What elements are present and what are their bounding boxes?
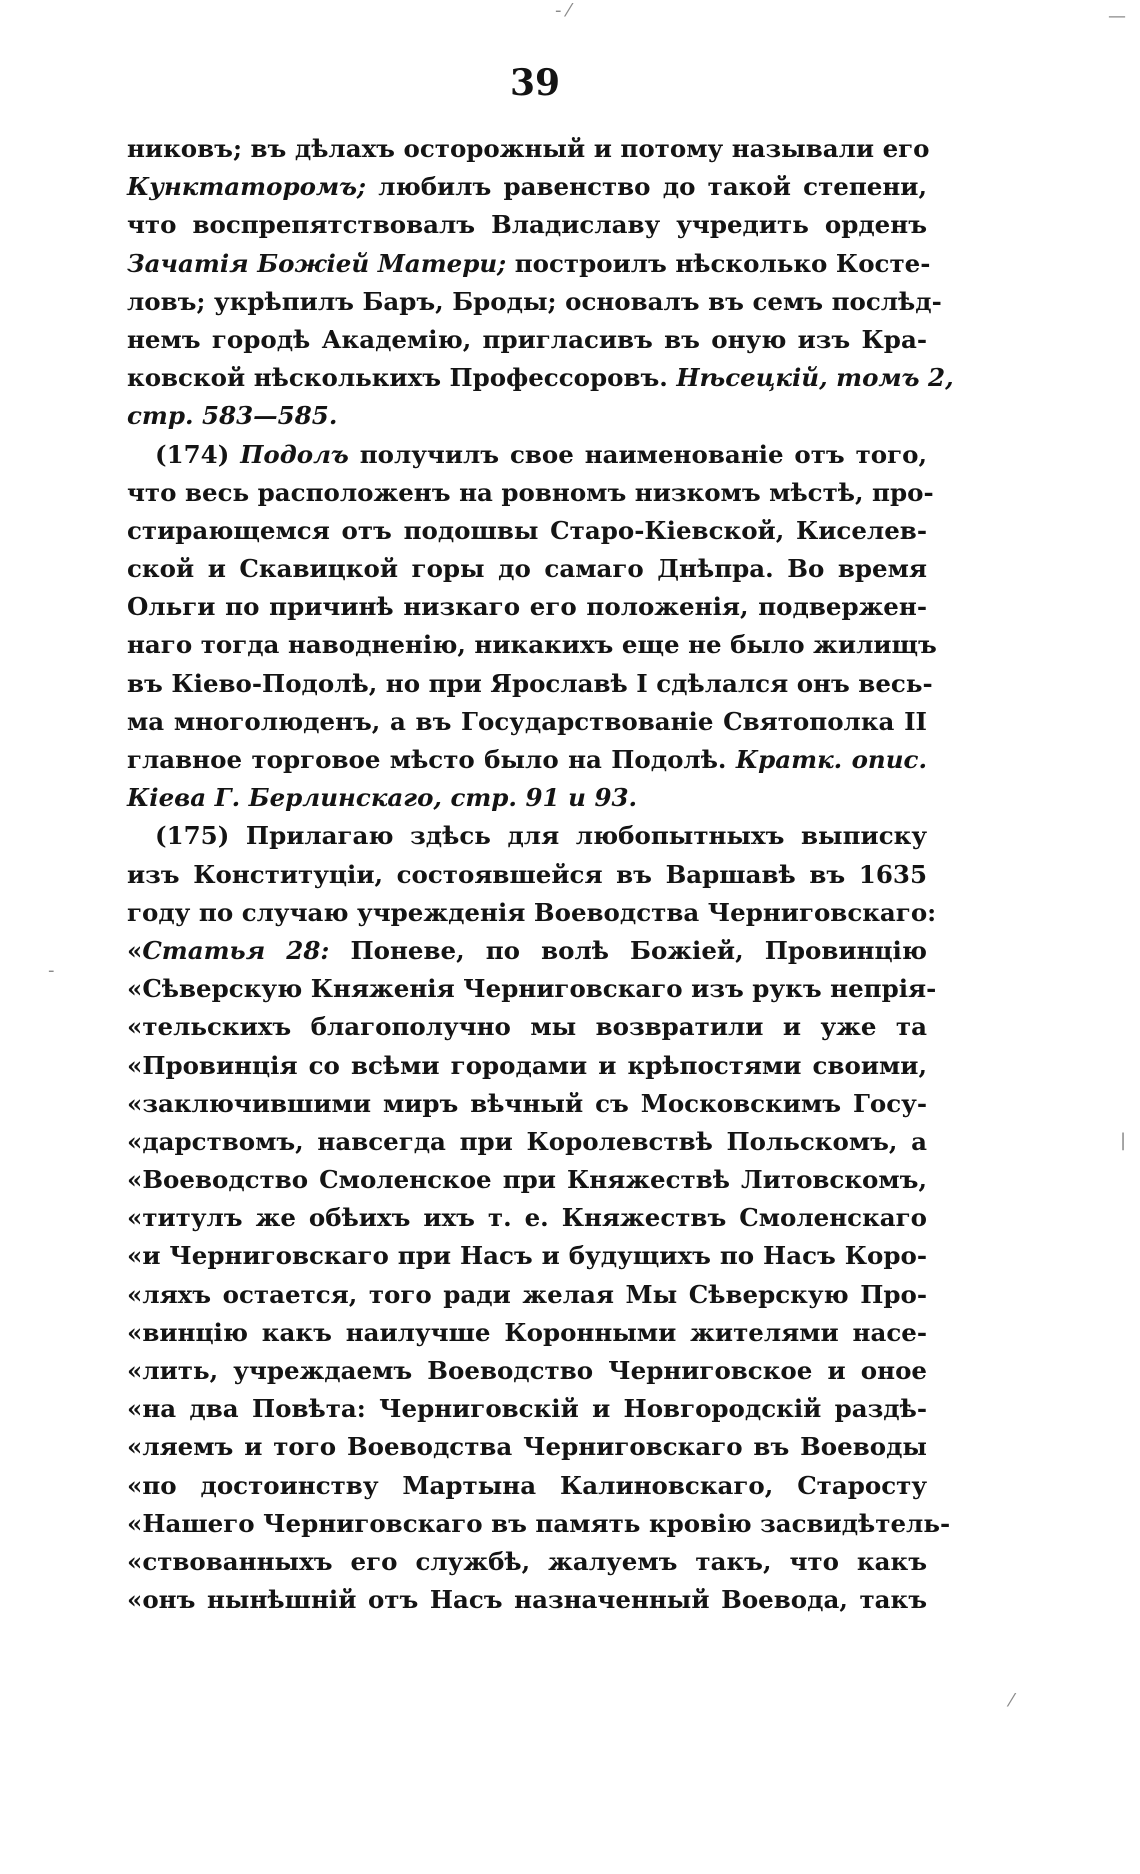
text-line (127, 1085, 927, 1123)
text-line (127, 779, 927, 817)
text-line (127, 970, 937, 1008)
text-segment: Ольги по причинѣ низкаго его положенія, подвержен- (127, 592, 927, 622)
text-segment: (175) Прилагаю здѣсь для любопытныхъ выписку (155, 821, 927, 851)
scan-mark-top: - ⁄ (555, 0, 571, 21)
text-segment: «по достоинству Мартына Калиновскаго, Старосту (127, 1470, 927, 1500)
text-line (127, 1047, 927, 1085)
text-segment: « (127, 935, 143, 965)
text-line (127, 1123, 927, 1161)
scan-mark-bottom: ⁄ (1010, 1690, 1014, 1711)
italic-text: Кунктаторомъ; (127, 172, 367, 202)
text-line (127, 588, 927, 626)
text-segment: стирающемся отъ подошвы Старо-Кіевской, Киселев- (127, 515, 927, 545)
text-segment: получилъ свое наименованіе отъ того, (348, 439, 927, 469)
text-line (127, 1008, 927, 1046)
text-line (127, 512, 927, 550)
text-line (127, 1428, 927, 1466)
scan-mark-left: - (48, 960, 55, 981)
text-line (127, 1543, 927, 1581)
text-line (127, 359, 954, 397)
text-line (127, 474, 934, 512)
text-segment: «ляемъ и того Воеводства Черниговскаго въ Воеводы (127, 1432, 927, 1462)
text-segment: «онъ нынѣшній отъ Насъ назначенный Воевода, такъ (127, 1585, 927, 1615)
text-line (127, 1352, 927, 1390)
text-segment: наго тогда наводненію, никакихъ еще не было жилищъ (127, 630, 937, 660)
text-line (127, 1581, 927, 1619)
text-segment: «Провинція со всѣми городами и крѣпостями своими, (127, 1050, 927, 1080)
text-segment: главное торговое мѣсто было на Подолѣ. (127, 745, 736, 774)
page-number: 39 (510, 62, 561, 104)
text-segment: (174) (155, 439, 241, 469)
italic-text: Нѣсецкій, томъ 2, (676, 363, 954, 393)
text-segment: «винцію какъ наилучше Коронными жителями насе- (127, 1317, 927, 1347)
text-line (127, 168, 927, 206)
italic-text: Подолъ (240, 439, 349, 469)
body-text (127, 130, 954, 1619)
text-segment: «ляхъ остается, того ради желая Мы Сѣверскую Про- (127, 1279, 927, 1309)
text-segment: ловъ; укрѣпилъ Баръ, Броды; основалъ въ семъ послѣд- (127, 286, 942, 316)
text-line (127, 856, 927, 894)
text-line (127, 1314, 927, 1352)
text-line (127, 1161, 927, 1199)
text-line (127, 817, 927, 855)
italic-text: Кратк. опис. (735, 745, 927, 774)
text-segment: «и Черниговскаго при Насъ и будущихъ по Насъ Коро- (127, 1241, 927, 1271)
text-segment: Поневе, по волѣ Божіей, Провинцію (329, 935, 927, 965)
text-line (127, 626, 937, 664)
text-line (127, 130, 930, 168)
text-segment: построилъ нѣсколько Косте- (506, 248, 931, 278)
text-segment: никовъ; въ дѣлахъ осторожный и потому называли его (127, 134, 930, 163)
text-line (127, 703, 927, 741)
text-segment: «титулъ же обѣихъ ихъ т. е. Княжествъ Смоленскаго (127, 1203, 927, 1233)
text-line (127, 1467, 927, 1505)
text-line (127, 932, 927, 970)
scan-mark-right: | (1120, 1130, 1127, 1151)
text-segment: «ствованныхъ его службѣ, жалуемъ такъ, что какъ (127, 1546, 927, 1576)
text-line (127, 321, 927, 359)
text-line (127, 283, 942, 321)
text-line (127, 1390, 927, 1428)
text-line (127, 436, 927, 474)
text-segment: «Нашего Черниговскаго въ память кровію засвидѣтель- (127, 1508, 951, 1538)
text-segment: ской и Скавицкой горы до самаго Днѣпра. Во время (127, 554, 927, 584)
italic-text: Статья 28: (142, 935, 330, 965)
text-segment: что воспрепятствовалъ Владиславу учредить орденъ (127, 210, 927, 240)
scan-mark-corner: — (1108, 6, 1126, 27)
text-line (127, 1237, 927, 1275)
text-line (127, 741, 927, 779)
text-segment: «тельскихъ благополучно мы возвратили и уже та (127, 1012, 927, 1042)
italic-text: Кіева Г. Берлинскаго, стр. 91 и 93. (127, 783, 638, 813)
italic-text: Зачатія Божіей Матери; (127, 248, 507, 278)
text-line (127, 665, 933, 703)
text-line (127, 894, 937, 932)
text-line (127, 1199, 927, 1237)
text-line (127, 1505, 951, 1543)
text-segment: изъ Конституціи, состоявшейся въ Варшавѣ въ 1635 (127, 859, 927, 889)
text-line (127, 550, 927, 588)
text-segment: что весь расположенъ на ровномъ низкомъ мѣстѣ, про- (127, 477, 934, 507)
text-segment: «на два Повѣта: Черниговскій и Новгородскій раздѣ- (127, 1394, 927, 1424)
text-segment: немъ городѣ Академію, пригласивъ въ оную изъ Кра- (127, 324, 927, 354)
text-segment: въ Кіево-Подолѣ, но при Ярославѣ I сдѣлался онъ весь- (127, 668, 933, 698)
text-line (127, 397, 927, 435)
text-segment: ма многолюденъ, а въ Государствованіе Святополка II (127, 706, 927, 736)
text-segment: «Сѣверскую Княженія Черниговскаго изъ рукъ непрія- (127, 974, 937, 1004)
text-segment: «дарствомъ, навсегда при Королевствѣ Польскомъ, а (127, 1126, 927, 1156)
text-segment: любилъ равенство до такой степени, (366, 172, 927, 202)
text-line (127, 1276, 927, 1314)
text-line (127, 245, 931, 283)
text-segment: ковской нѣсколькихъ Профессоровъ. (127, 363, 677, 393)
text-segment: «лить, учреждаемъ Воеводство Черниговское и оное (127, 1356, 927, 1385)
text-segment: «Воеводство Смоленское при Княжествѣ Литовскомъ, (127, 1165, 927, 1195)
text-segment: «заключившими миръ вѣчный съ Московскимъ Госу- (127, 1088, 927, 1118)
text-segment: году по случаю учрежденія Воеводства Черниговскаго: (127, 897, 937, 927)
text-line (127, 206, 927, 244)
italic-text: стр. 583—585. (127, 401, 338, 431)
